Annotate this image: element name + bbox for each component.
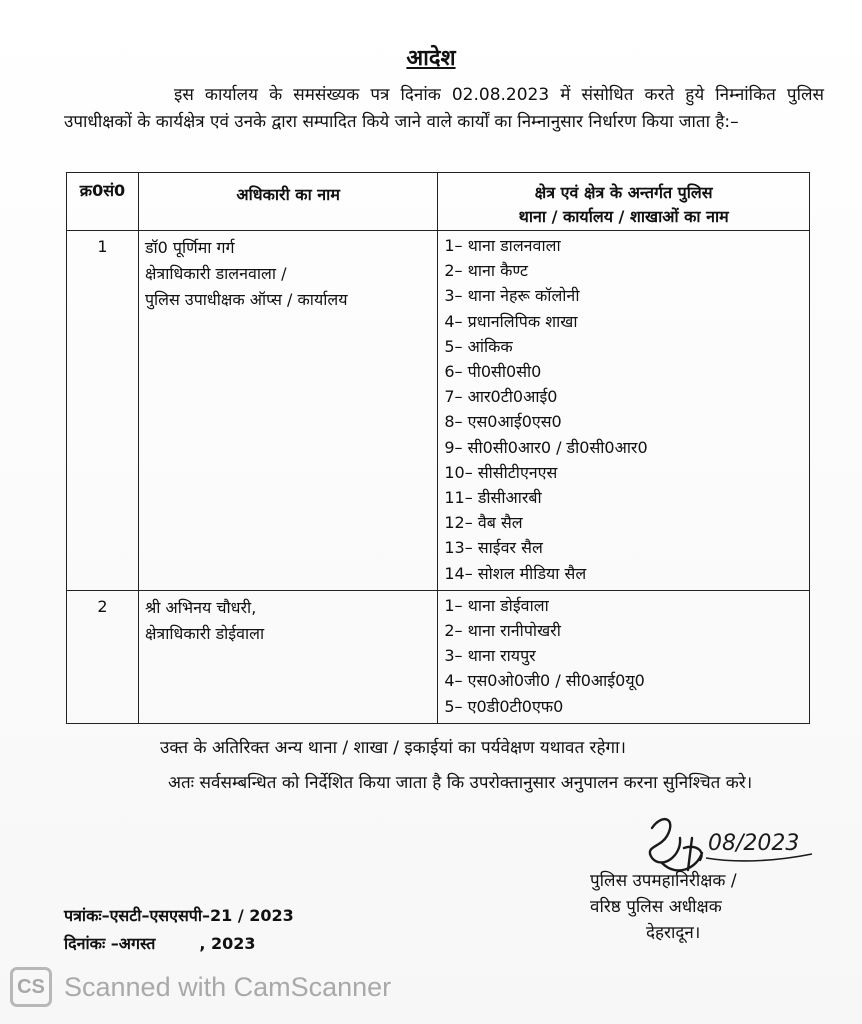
area-item: 4– एस0ओ0जी0 / सी0आई0यू0 [444, 671, 645, 691]
header-officer: अधिकारी का नाम [138, 173, 437, 231]
table-header-row [67, 173, 810, 231]
officer-line: क्षेत्राधिकारी डोईवाला [144, 623, 265, 643]
officer-line: पुलिस उपाधीक्षक ऑप्स / कार्यालय [144, 290, 348, 309]
intro-paragraph [64, 82, 824, 136]
area-item: 13– साईवर सैल [444, 538, 543, 558]
row-officer [138, 231, 437, 591]
row-officer [138, 590, 437, 723]
area-item: 1– थाना डोईवाला [444, 595, 549, 615]
area-item: 10– सीसीटीएनएस [444, 462, 558, 482]
area-item: 5– आंकिक [444, 336, 513, 356]
area-item: 6– पी0सी0सी0 [444, 362, 542, 382]
area-item: 3– थाना नेहरू कॉलोनी [444, 286, 580, 306]
area-item: 12– वैब सैल [444, 513, 523, 533]
header-area-line1: क्षेत्र एवं क्षेत्र के अन्तर्गत पुलिस [534, 183, 713, 202]
letter-number: पत्रांकः–एसटी–एसएसपी–21 / 2023 [64, 906, 294, 925]
officer-line: श्री अभिनय चौधरी, [144, 597, 257, 617]
camscanner-logo: CS [10, 967, 52, 1007]
officer-line: डॉ0 पूर्णिमा गर्ग [144, 238, 235, 257]
header-sno: क्र0सं0 [67, 173, 139, 231]
table-row [67, 590, 810, 723]
signatory-block [590, 868, 810, 946]
area-list [438, 591, 809, 723]
area-item: 9– सी0सी0आर0 / डी0सी0आर0 [444, 437, 648, 457]
header-area-line2: थाना / कार्यालय / शाखाओं का नाम [518, 207, 729, 226]
area-item: 5– ए0डी0टी0एफ0 [444, 696, 564, 716]
area-item: 8– एस0आई0एस0 [444, 412, 562, 432]
document-title: आदेश [406, 46, 456, 71]
row-sno: 2 [67, 590, 139, 723]
signatory-line: देहरादून। [646, 923, 701, 943]
reference-block [64, 902, 384, 958]
table-row [67, 231, 810, 591]
row-areas [438, 231, 810, 591]
row-areas [438, 590, 810, 723]
camscanner-text: Scanned with CamScanner [64, 971, 392, 1002]
area-item: 7– आर0टी0आई0 [444, 387, 558, 407]
area-item: 1– थाना डालनवाला [444, 236, 561, 255]
compliance-note [64, 766, 812, 800]
officer-line: क्षेत्राधिकारी डालनवाला / [144, 264, 287, 283]
signature-date: 08/2023 [708, 831, 800, 856]
header-area [438, 173, 810, 231]
date-year: , 2023 [199, 934, 256, 953]
signatory-line: वरिष्ठ पुलिस अधीक्षक [590, 897, 722, 917]
row-sno: 1 [67, 231, 139, 591]
area-item: 3– थाना रायपुर [444, 646, 536, 666]
signatory-line: पुलिस उपमहानिरीक्षक / [590, 871, 737, 891]
intro-text: इस कार्यालय के समसंख्यक पत्र दिनांक 02.08.2023 में संसोधित करते हुये निम्नांकित पुलिस उपाधीक्षकों के कार्यक्षेत्र एवं उनके द्वारा सम्पादित किये जाने वाले कार्यों का निम्नानुसार निर्धारण किया जाता है:– [64, 85, 824, 132]
compliance-text: अतः सर्वसम्बन्धित को निर्देशित किया जाता है कि उपरोक्तानुसार अनुपालन करना सुनिश्चित करे। [168, 773, 753, 793]
area-item: 2– थाना रानीपोखरी [444, 621, 561, 641]
area-item: 14– सोशल मीडिया सैल [444, 563, 587, 583]
area-item: 11– डीसीआरबी [444, 488, 542, 508]
letter-date [64, 930, 384, 958]
area-item: 2– थाना कैण्ट [444, 261, 528, 281]
area-item: 4– प्रधानलिपिक शाखा [444, 311, 578, 331]
camscanner-watermark [10, 967, 391, 1007]
date-label: दिनांकः –अगस्त [64, 934, 156, 953]
area-list [438, 231, 809, 590]
supervision-note: उक्त के अतिरिक्त अन्य थाना / शाखा / इकाईयां का पर्यवेक्षण यथावत रहेगा। [160, 738, 626, 758]
assignment-table [66, 172, 810, 724]
